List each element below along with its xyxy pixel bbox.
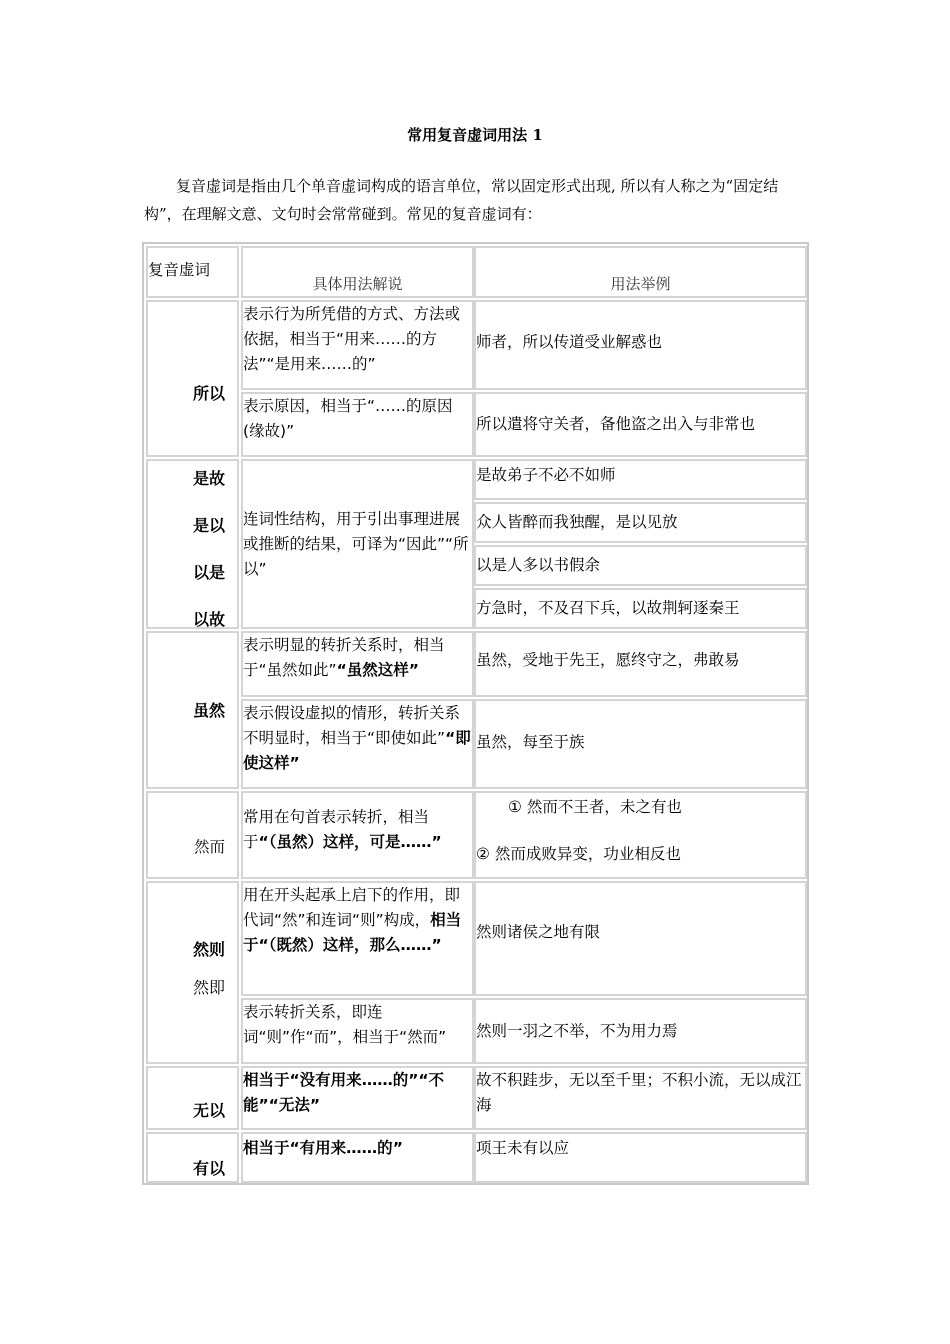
usage-shigu: 连词性结构，用于引出事理进展或推断的结果，可译为“因此”“所以”: [243, 509, 469, 578]
usage-cell-shigu: [241, 459, 474, 629]
word-ranji: 然即: [192, 978, 225, 997]
word-youyi: 有以: [192, 1159, 225, 1178]
word-cell-ranze: [146, 881, 239, 1064]
usage-cell-suoyi-1: [241, 300, 474, 390]
usage-cell-raner: [241, 791, 474, 879]
usage-suiran-1: 表示明显的转折关系时，相当于“虽然如此”: [243, 636, 445, 679]
usage-ranze-1: 用在开头起承上启下的作用，即代词“然”和连词“则”构成，: [243, 886, 461, 929]
word-suiran: 虽然: [192, 700, 225, 720]
example-suoyi-1: 师者，所以传道受业解惑也: [476, 333, 663, 351]
header-word: [146, 246, 239, 298]
word-cell-youyi: [146, 1132, 239, 1183]
usage-cell-suiran-1: [241, 631, 474, 697]
example-ranze-2: 然则一羽之不举，不为用力焉: [476, 1021, 678, 1040]
example-cell-ranze-2: [474, 998, 807, 1064]
example-shigu-3: 以是人多以书假余: [476, 556, 601, 574]
function-words-table: [142, 242, 809, 1185]
header-example: [474, 246, 807, 298]
example-shigu-1: 是故弟子不必不如师: [476, 466, 616, 484]
page-title: 常用复音虚词用法 1: [407, 126, 543, 144]
example-cell-suiran-2: [474, 699, 807, 789]
usage-raner: 常用在句首表示转折，相当于: [243, 808, 430, 851]
word-wuyi: 无以: [192, 1101, 225, 1120]
usage-ranze-2: 表示转折关系，即连词“则”作“而”，相当于“然而”: [243, 1003, 447, 1046]
word-cell-suoyi: [146, 300, 239, 457]
example-wuyi: 故不积跬步，无以至千里；不积小流，无以成江海: [476, 1071, 802, 1114]
example-ranze-1: 然则诸侯之地有限: [476, 923, 601, 941]
example-cell-youyi: [474, 1132, 807, 1183]
example-shigu-2: 众人皆醉而我独醒，是以见放: [476, 513, 678, 531]
example-raner-2: ② 然而成败异变，功业相反也: [476, 845, 681, 863]
example-shigu-4: 方急时，不及召下兵，以故荆轲逐秦王: [476, 599, 740, 617]
usage-suoyi-1: 表示行为所凭借的方式、方法或依据，相当于“用来……的方法”“是用来……的”: [243, 305, 461, 373]
example-cell-wuyi: [474, 1066, 807, 1130]
example-suiran-1: 虽然，受地于先王，愿终守之，弗敢易: [476, 650, 740, 669]
example-suiran-2: 虽然，每至于族: [476, 732, 585, 751]
example-cell-suoyi-2: [474, 392, 807, 457]
word-yigu: 以故: [192, 610, 225, 629]
usage-cell-suiran-2: [241, 699, 474, 789]
example-raner-1: ① 然而不王者，未之有也: [508, 798, 682, 816]
usage-cell-youyi: [241, 1132, 474, 1183]
usage-youyi: 相当于“有用来……的”: [243, 1139, 403, 1157]
example-suoyi-2: 所以遣将守关者，备他盗之出入与非常也: [476, 415, 756, 433]
word-shigu: 是故: [192, 469, 225, 488]
usage-ranze-1-emphasis: 相当于“（既然）这样，那么……”: [243, 911, 462, 954]
header-word-label: 复音虚词: [148, 261, 211, 279]
word-cell-raner: [146, 791, 239, 879]
usage-wuyi: 相当于“没有用来……的”“不能”“无法”: [243, 1071, 445, 1114]
word-cell-suiran: [146, 631, 239, 789]
example-cell-suiran-1: [474, 631, 807, 697]
example-cell-shigu-4: [474, 588, 807, 629]
example-cell-shigu-2: [474, 502, 807, 543]
word-raner: 然而: [193, 838, 225, 856]
usage-cell-ranze-2: [241, 998, 474, 1064]
usage-suiran-2: 表示假设虚拟的情形，转折关系不明显时，相当于“即使如此”: [243, 704, 461, 747]
usage-cell-wuyi: [241, 1066, 474, 1130]
word-yishi: 以是: [192, 563, 225, 582]
example-cell-ranze-1: [474, 881, 807, 996]
word-cell-shigu: [146, 459, 239, 629]
usage-suiran-2-emphasis: “即使这样”: [243, 729, 471, 772]
header-example-label: 用法举例: [610, 275, 671, 293]
example-cell-shigu-1: [474, 459, 807, 500]
usage-raner-emphasis: “（虽然）这样，可是……”: [258, 833, 442, 851]
example-cell-shigu-3: [474, 545, 807, 586]
header-usage: [241, 246, 474, 298]
usage-suoyi-2: 表示原因，相当于“……的原因(缘故)”: [243, 397, 453, 440]
usage-cell-suoyi-2: [241, 392, 474, 457]
word-shiyi: 是以: [192, 516, 225, 535]
word-suoyi: 所以: [192, 384, 225, 403]
example-cell-raner: [474, 791, 807, 879]
usage-suiran-1-emphasis: “虽然这样”: [336, 661, 419, 679]
header-usage-label: 具体用法解说: [312, 275, 403, 293]
intro-paragraph: 复音虚词是指由几个单音虚词构成的语言单位，常以固定形式出现, 所以有人称之为“固定结构”，在理解文意、文句时会常常碰到。常见的复音虚词有：: [144, 177, 779, 223]
word-cell-wuyi: [146, 1066, 239, 1130]
example-cell-suoyi-1: [474, 300, 807, 390]
word-ranze: 然则: [192, 940, 225, 959]
usage-cell-ranze-1: [241, 881, 474, 996]
example-youyi: 项王未有以应: [476, 1139, 570, 1157]
